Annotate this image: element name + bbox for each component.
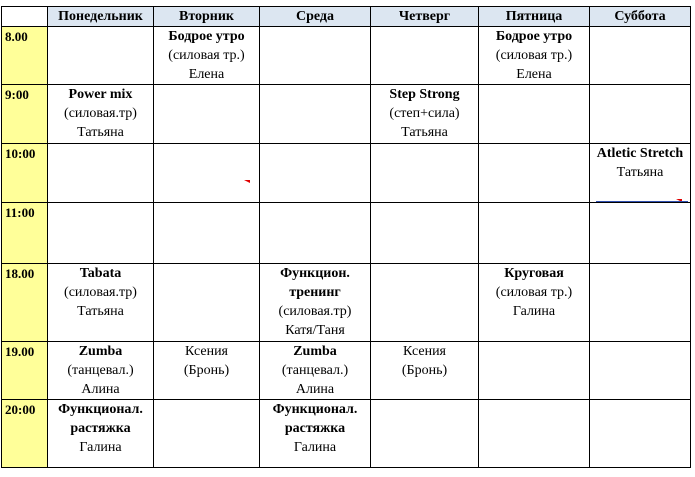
class-cell bbox=[479, 27, 590, 85]
class-name: Zumba bbox=[293, 344, 337, 359]
class-type: (танцевал.) bbox=[67, 363, 134, 378]
time-cell: 8.00 bbox=[2, 27, 48, 85]
empty-cell bbox=[590, 400, 691, 468]
class-cell bbox=[260, 264, 371, 342]
trainer-name: Галина bbox=[79, 440, 122, 455]
schedule-row bbox=[2, 27, 691, 85]
empty-cell bbox=[154, 264, 260, 342]
trainer-name: Галина bbox=[293, 440, 337, 455]
day-header: Среда bbox=[260, 7, 371, 27]
time-cell: 20:00 bbox=[2, 400, 48, 468]
empty-cell bbox=[371, 400, 479, 468]
time-cell: 11:00 bbox=[2, 203, 48, 264]
class-name: Tabata bbox=[79, 266, 122, 281]
empty-cell bbox=[371, 203, 479, 264]
class-cell bbox=[479, 264, 590, 342]
class-type: (силовая.тр) bbox=[64, 285, 137, 300]
time-cell: 18.00 bbox=[2, 264, 48, 342]
time-cell: 19.00 bbox=[2, 342, 48, 400]
trainer-name: Елена bbox=[516, 67, 552, 82]
empty-cell bbox=[154, 203, 260, 264]
schedule-row bbox=[2, 144, 691, 203]
class-cell bbox=[154, 27, 260, 85]
class-type: (силовая.тр) bbox=[64, 106, 137, 121]
schedule-row bbox=[2, 342, 691, 400]
trainer-name: Катя/Таня bbox=[285, 323, 345, 338]
comment-marker bbox=[244, 180, 250, 183]
class-name: Бодрое утро bbox=[168, 29, 245, 44]
empty-cell bbox=[479, 400, 590, 468]
class-cell bbox=[260, 342, 371, 400]
empty-cell bbox=[260, 203, 371, 264]
trainer-name: Алина bbox=[81, 382, 120, 397]
class-type: (силовая тр.) bbox=[168, 48, 245, 63]
class-cell bbox=[371, 85, 479, 144]
schedule-row bbox=[2, 203, 691, 264]
empty-cell bbox=[154, 144, 260, 203]
class-cell bbox=[48, 264, 154, 342]
class-name: Step Strong bbox=[389, 87, 460, 102]
booking-note: (Бронь) bbox=[401, 363, 448, 378]
schedule-row bbox=[2, 264, 691, 342]
day-header: Пятница bbox=[479, 7, 590, 27]
empty-cell bbox=[48, 27, 154, 85]
time-cell: 10:00 bbox=[2, 144, 48, 203]
class-name: Функционал. растяжка bbox=[272, 402, 358, 436]
trainer-name: Алина bbox=[295, 382, 335, 397]
empty-cell bbox=[590, 85, 691, 144]
class-cell bbox=[154, 342, 260, 400]
empty-cell bbox=[590, 342, 691, 400]
day-header: Понедельник bbox=[48, 7, 154, 27]
class-type: (силовая.тр) bbox=[278, 304, 352, 319]
empty-cell bbox=[260, 144, 371, 203]
trainer-name: Галина bbox=[512, 304, 556, 319]
trainer-name: Татьяна bbox=[77, 304, 124, 319]
corner-cell bbox=[2, 7, 48, 27]
day-header: Суббота bbox=[590, 7, 691, 27]
day-header: Вторник bbox=[154, 7, 260, 27]
schedule-row bbox=[2, 85, 691, 144]
empty-cell bbox=[479, 203, 590, 264]
class-name: Бодрое утро bbox=[495, 29, 573, 44]
empty-cell bbox=[371, 144, 479, 203]
class-type: (танцевал.) bbox=[281, 363, 349, 378]
empty-cell bbox=[48, 144, 154, 203]
class-type: (силовая тр.) bbox=[495, 48, 573, 63]
trainer-name: Ксения bbox=[402, 344, 446, 359]
empty-cell bbox=[479, 85, 590, 144]
cell-selection-line bbox=[596, 201, 688, 202]
empty-cell bbox=[48, 203, 154, 264]
header-row bbox=[2, 7, 691, 27]
class-name: Zumba bbox=[78, 344, 123, 359]
empty-cell bbox=[479, 342, 590, 400]
empty-cell bbox=[590, 203, 691, 264]
class-cell bbox=[260, 400, 371, 468]
schedule-table bbox=[1, 6, 691, 468]
class-name: Функцион. тренинг bbox=[280, 266, 350, 300]
time-cell: 9:00 bbox=[2, 85, 48, 144]
trainer-name: Татьяна bbox=[77, 125, 124, 140]
trainer-name: Татьяна bbox=[616, 165, 664, 180]
class-cell bbox=[48, 342, 154, 400]
class-name: Atletic Stretch bbox=[596, 146, 684, 161]
empty-cell bbox=[260, 85, 371, 144]
empty-cell bbox=[590, 264, 691, 342]
empty-cell bbox=[371, 27, 479, 85]
empty-cell bbox=[371, 264, 479, 342]
empty-cell bbox=[590, 27, 691, 85]
trainer-name: Елена bbox=[188, 67, 225, 82]
class-type: (силовая тр.) bbox=[495, 285, 573, 300]
empty-cell bbox=[154, 400, 260, 468]
class-cell bbox=[371, 342, 479, 400]
class-name: Функционал. растяжка bbox=[58, 402, 143, 436]
empty-cell bbox=[479, 144, 590, 203]
trainer-name: Татьяна bbox=[401, 125, 448, 140]
class-cell bbox=[48, 400, 154, 468]
class-name: Круговая bbox=[504, 266, 564, 281]
class-cell bbox=[590, 144, 691, 203]
empty-cell bbox=[154, 85, 260, 144]
class-name: Power mix bbox=[68, 87, 133, 102]
booking-note: (Бронь) bbox=[183, 363, 230, 378]
day-header: Четверг bbox=[371, 7, 479, 27]
schedule-row bbox=[2, 400, 691, 468]
class-type: (степ+сила) bbox=[389, 106, 460, 121]
class-cell bbox=[48, 85, 154, 144]
empty-cell bbox=[260, 27, 371, 85]
trainer-name: Ксения bbox=[184, 344, 228, 359]
